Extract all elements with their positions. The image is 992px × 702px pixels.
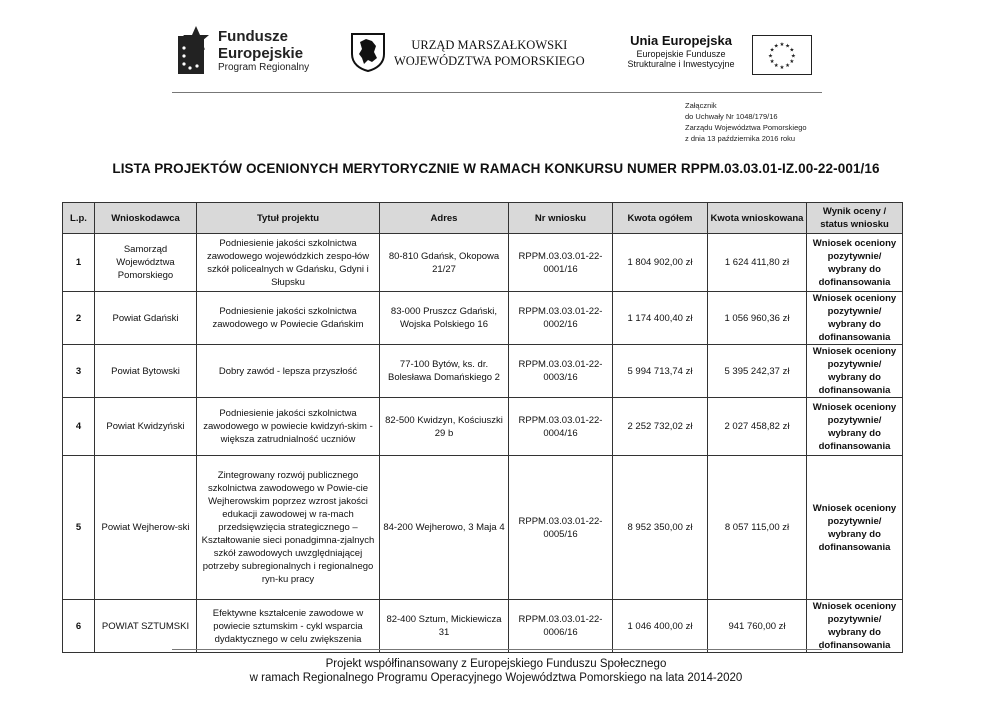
cell-lp: 6 (63, 600, 95, 653)
eu-star-icon: ★ (773, 43, 779, 50)
cell-title: Efektywne kształcenie zawodowe w powiecie sztumskim - cykl wsparcia dydaktycznego w celu zwiększenia (197, 600, 380, 653)
eu-star-icon: ★ (790, 53, 796, 60)
cell-applicant: Powiat Wejherow-ski (95, 456, 197, 600)
cell-number: RPPM.03.03.01-22-0005/16 (509, 456, 613, 600)
eu-star-icon: ★ (769, 47, 775, 54)
cell-lp: 3 (63, 345, 95, 398)
star-flag-icon (178, 26, 210, 78)
cell-result: Wniosek oceniony pozytywnie/ wybrany do dofinansowania (807, 234, 903, 292)
fundusze-europejskie-logo (178, 26, 328, 78)
col-header-address: Adres (380, 203, 509, 234)
annex-line: do Uchwały Nr 1048/179/16 (685, 112, 778, 121)
table-header-row (63, 203, 903, 234)
eu-star-icon: ★ (785, 43, 791, 50)
cell-address: 80-810 Gdańsk, Okopowa 21/27 (380, 234, 509, 292)
cell-address: 82-500 Kwidzyn, Kościuszki 29 b (380, 398, 509, 456)
table-row (63, 456, 903, 600)
col-header-lp: L.p. (63, 203, 95, 234)
eu-star-icon: ★ (785, 63, 791, 70)
table-row (63, 398, 903, 456)
annex-note (685, 100, 807, 144)
cell-title: Zintegrowany rozwój publicznego szkolnictwa zawodowego w Powie-cie Wejherowskim poprzez wzrost jakości edukacji zawodowej w ra-mach przedsięwzięcia strategicznego – Kształtowanie sieci ponadgimna-zjalnych szkół zawodowych uwzględniającej potrzeby subregionalnych i regionalnego ryn-ku pracy (197, 456, 380, 600)
col-header-requested: Kwota wnioskowana (708, 203, 807, 234)
table-row (63, 234, 903, 292)
cell-lp: 2 (63, 292, 95, 345)
cell-total: 5 994 713,74 zł (613, 345, 708, 398)
footer-note (0, 657, 992, 685)
ue-logo-line2: Europejskie Fundusze (636, 48, 726, 59)
document-title: LISTA PROJEKTÓW OCENIONYCH MERYTORYCZNIE W RAMACH KONKURSU NUMER RPPM.03.03.01-IZ.00-22-001/16 (112, 161, 880, 176)
cell-result: Wniosek oceniony pozytywnie/ wybrany do dofinansowania (807, 600, 903, 653)
cell-result: Wniosek oceniony pozytywnie/ wybrany do dofinansowania (807, 456, 903, 600)
cell-applicant: Powiat Kwidzyński (95, 398, 197, 456)
eu-star-icon: ★ (768, 53, 774, 60)
eu-star-icon: ★ (789, 47, 795, 54)
eu-star-icon: ★ (773, 63, 779, 70)
cell-requested: 1 056 960,36 zł (708, 292, 807, 345)
cell-title: Podniesienie jakości szkolnictwa zawodowego w Powiecie Gdańskim (197, 292, 380, 345)
cell-applicant: Powiat Bytowski (95, 345, 197, 398)
cell-total: 2 252 732,02 zł (613, 398, 708, 456)
cell-title: Dobry zawód - lepsza przyszłość (197, 345, 380, 398)
annex-line: Zarządu Województwa Pomorskiego (685, 123, 807, 132)
cell-requested: 5 395 242,37 zł (708, 345, 807, 398)
footer-line2: w ramach Regionalnego Programu Operacyjnego Województwa Pomorskiego na lata 2014-2020 (249, 672, 743, 684)
griffin-crest-icon (350, 32, 386, 72)
fe-logo-line3: Program Regionalny (218, 62, 310, 73)
table-row (63, 292, 903, 345)
eu-star-icon: ★ (769, 59, 775, 66)
ue-logo-line1: Unia Europejska (630, 33, 732, 48)
cell-address: 82-400 Sztum, Mickiewicza 31 (380, 600, 509, 653)
header-divider (172, 92, 822, 93)
cell-total: 1 804 902,00 zł (613, 234, 708, 292)
col-header-title: Tytuł projektu (197, 203, 380, 234)
projects-table (62, 202, 903, 653)
cell-total: 1 174 400,40 zł (613, 292, 708, 345)
cell-number: RPPM.03.03.01-22-0006/16 (509, 600, 613, 653)
fe-logo-line2: Europejskie (218, 45, 304, 62)
table-row (63, 345, 903, 398)
cell-requested: 941 760,00 zł (708, 600, 807, 653)
cell-total: 8 952 350,00 zł (613, 456, 708, 600)
cell-number: RPPM.03.03.01-22-0004/16 (509, 398, 613, 456)
unia-europejska-logo (622, 33, 822, 78)
table-row (63, 600, 903, 653)
cell-applicant: Powiat Gdański (95, 292, 197, 345)
cell-requested: 2 027 458,82 zł (708, 398, 807, 456)
eu-flag-icon (752, 35, 812, 75)
urzad-marszalkowski-logo (350, 32, 590, 72)
um-logo-line2: WOJEWÓDZTWA POMORSKIEGO (394, 53, 585, 68)
cell-lp: 1 (63, 234, 95, 292)
cell-title: Podniesienie jakości szkolnictwa zawodowego w powiecie kwidzyń-skim - większa zatrudnialność uczniów (197, 398, 380, 456)
cell-result: Wniosek oceniony pozytywnie/ wybrany do dofinansowania (807, 398, 903, 456)
eu-star-icon: ★ (779, 41, 785, 48)
cell-requested: 8 057 115,00 zł (708, 456, 807, 600)
ue-logo-line3: Strukturalne i Inwestycyjne (627, 59, 735, 70)
fe-logo-line1: Fundusze (218, 28, 288, 45)
cell-lp: 5 (63, 456, 95, 600)
footer-line1: Projekt współfinansowany z Europejskiego Funduszu Społecznego (325, 658, 667, 670)
eu-star-icon: ★ (789, 59, 795, 66)
annex-line: z dnia 13 października 2016 roku (685, 134, 796, 143)
cell-applicant: Samorząd Województwa Pomorskiego (95, 234, 197, 292)
col-header-result: Wynik oceny / status wniosku (807, 203, 903, 234)
cell-lp: 4 (63, 398, 95, 456)
col-header-number: Nr wniosku (509, 203, 613, 234)
cell-applicant: POWIAT SZTUMSKI (95, 600, 197, 653)
cell-result: Wniosek oceniony pozytywnie/ wybrany do dofinansowania (807, 292, 903, 345)
eu-star-icon: ★ (779, 64, 785, 71)
cell-address: 83-000 Pruszcz Gdański, Wojska Polskiego 16 (380, 292, 509, 345)
cell-number: RPPM.03.03.01-22-0003/16 (509, 345, 613, 398)
cell-title: Podniesienie jakości szkolnictwa zawodowego wojewódzkich zespo-łów szkół policealnych w Gdańsku, Gdyni i Słupsku (197, 234, 380, 292)
cell-number: RPPM.03.03.01-22-0001/16 (509, 234, 613, 292)
col-header-applicant: Wnioskodawca (95, 203, 197, 234)
um-logo-line1: URZĄD MARSZAŁKOWSKI (411, 38, 568, 52)
cell-address: 77-100 Bytów, ks. dr. Bolesława Domańskiego 2 (380, 345, 509, 398)
col-header-total: Kwota ogółem (613, 203, 708, 234)
cell-address: 84-200 Wejherowo, 3 Maja 4 (380, 456, 509, 600)
cell-requested: 1 624 411,80 zł (708, 234, 807, 292)
cell-result: Wniosek oceniony pozytywnie/ wybrany do dofinansowania (807, 345, 903, 398)
annex-line: Załącznik (685, 101, 717, 110)
cell-number: RPPM.03.03.01-22-0002/16 (509, 292, 613, 345)
footer-divider (172, 649, 822, 650)
cell-total: 1 046 400,00 zł (613, 600, 708, 653)
